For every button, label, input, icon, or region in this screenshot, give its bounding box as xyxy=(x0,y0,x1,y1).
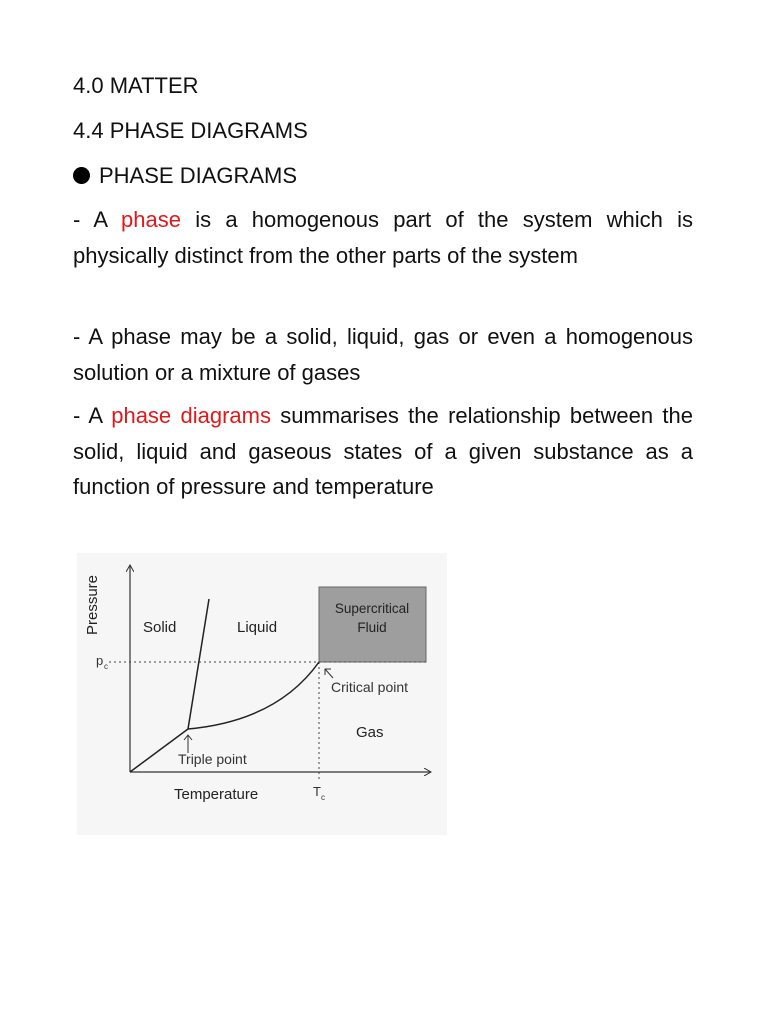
gas-region-label: Gas xyxy=(356,724,384,741)
phase-diagram-figure xyxy=(77,553,447,835)
critical-temperature-label: T xyxy=(313,784,321,799)
paragraph1-rest: is a homogenous part of the system which is physically distinct from the other parts of the system xyxy=(73,207,693,268)
paragraph3-rest: summarises the relationship between the solid, liquid and gaseous states of a given substance as a function of pressure and temperature xyxy=(73,403,693,499)
paragraph1-prefix: - A xyxy=(73,207,122,232)
critical-pressure-subscript: c xyxy=(104,662,108,671)
triple-point-label: Triple point xyxy=(178,751,247,767)
section-heading: 4.4 PHASE DIAGRAMS xyxy=(73,118,308,143)
phase-diagram-svg xyxy=(77,553,447,835)
paragraph-phase-definition xyxy=(73,202,693,273)
term-phase-diagrams: phase diagrams xyxy=(111,403,271,428)
paragraph3-prefix: - A xyxy=(73,403,112,428)
topic-heading-text: PHASE DIAGRAMS xyxy=(99,163,298,188)
x-axis-label: Temperature xyxy=(174,786,259,803)
term-phase: phase xyxy=(121,207,181,232)
liquid-region-label: Liquid xyxy=(237,619,278,636)
chapter-heading: 4.0 MATTER xyxy=(73,73,199,98)
vaporization-curve xyxy=(188,662,319,729)
critical-pressure-label: p xyxy=(96,653,104,668)
solid-region-label: Solid xyxy=(143,619,177,636)
melting-curve xyxy=(188,599,209,729)
paragraph-phase-diagram-definition xyxy=(73,398,693,505)
supercritical-label-line1: Supercritical xyxy=(334,601,410,616)
bullet-icon xyxy=(73,167,90,184)
paragraph-phase-types: - A phase may be a solid, liquid, gas or even a homogenous solution or a mixture of gases xyxy=(73,324,693,385)
topic-heading xyxy=(73,162,297,190)
y-axis-label: Pressure xyxy=(84,574,101,636)
critical-point-label: Critical point xyxy=(331,679,409,695)
critical-point-arrow-shaft xyxy=(325,669,333,678)
critical-temperature-subscript: c xyxy=(321,793,325,802)
supercritical-label-line2: Fluid xyxy=(357,620,387,635)
